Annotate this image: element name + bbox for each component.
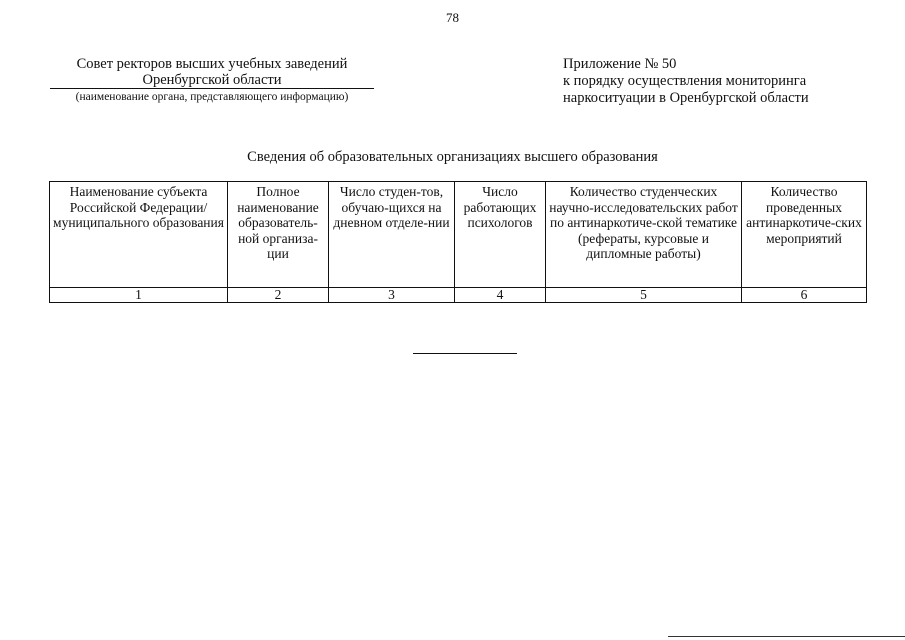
bottom-edge-line [668, 636, 905, 637]
appendix-description-line1: к порядку осуществления мониторинга [563, 73, 807, 89]
reporting-body-line2-wrap [50, 72, 374, 89]
end-separator-line [413, 353, 517, 354]
table-header-row [50, 182, 867, 288]
reporting-body-caption: (наименование органа, представляющего информацию) [75, 91, 349, 103]
reporting-body-line2: Оренбургской области [142, 72, 282, 88]
appendix-block [563, 56, 883, 107]
column-number-cell: 4 [455, 288, 546, 303]
column-number-cell: 6 [742, 288, 867, 303]
column-header-students: Число студен-тов, обучаю-щихся на дневном отделе-нии [329, 182, 455, 288]
reporting-body-line1: Совет ректоров высших учебных заведений [76, 56, 348, 72]
reporting-body-block [50, 56, 374, 104]
column-header-subject: Наименование субъекта Российской Федерации/ муниципального образования [50, 182, 228, 288]
column-number-cell: 1 [50, 288, 228, 303]
column-number-cell: 2 [228, 288, 329, 303]
appendix-description-line2: наркоситуации в Оренбургской области [563, 90, 809, 106]
column-number-cell: 5 [546, 288, 742, 303]
reporting-body-underline [50, 88, 374, 89]
column-header-organization-name: Полное наименование образователь-ной организа-ции [228, 182, 329, 288]
column-header-events: Количество проведенных антинаркотиче-ских мероприятий [742, 182, 867, 288]
appendix-number: Приложение № 50 [563, 56, 677, 72]
table-row [50, 288, 867, 303]
organizations-table [49, 181, 867, 303]
page-number: 78 [446, 10, 459, 25]
column-header-research-works: Количество студенческих научно-исследовательских работ по антинаркотиче-ской тематике (рефераты, курсовые и дипломные работы) [546, 182, 742, 288]
document-title: Сведения об образовательных организациях высшего образования [247, 149, 658, 165]
column-number-cell: 3 [329, 288, 455, 303]
column-header-psychologists: Число работающих психологов [455, 182, 546, 288]
